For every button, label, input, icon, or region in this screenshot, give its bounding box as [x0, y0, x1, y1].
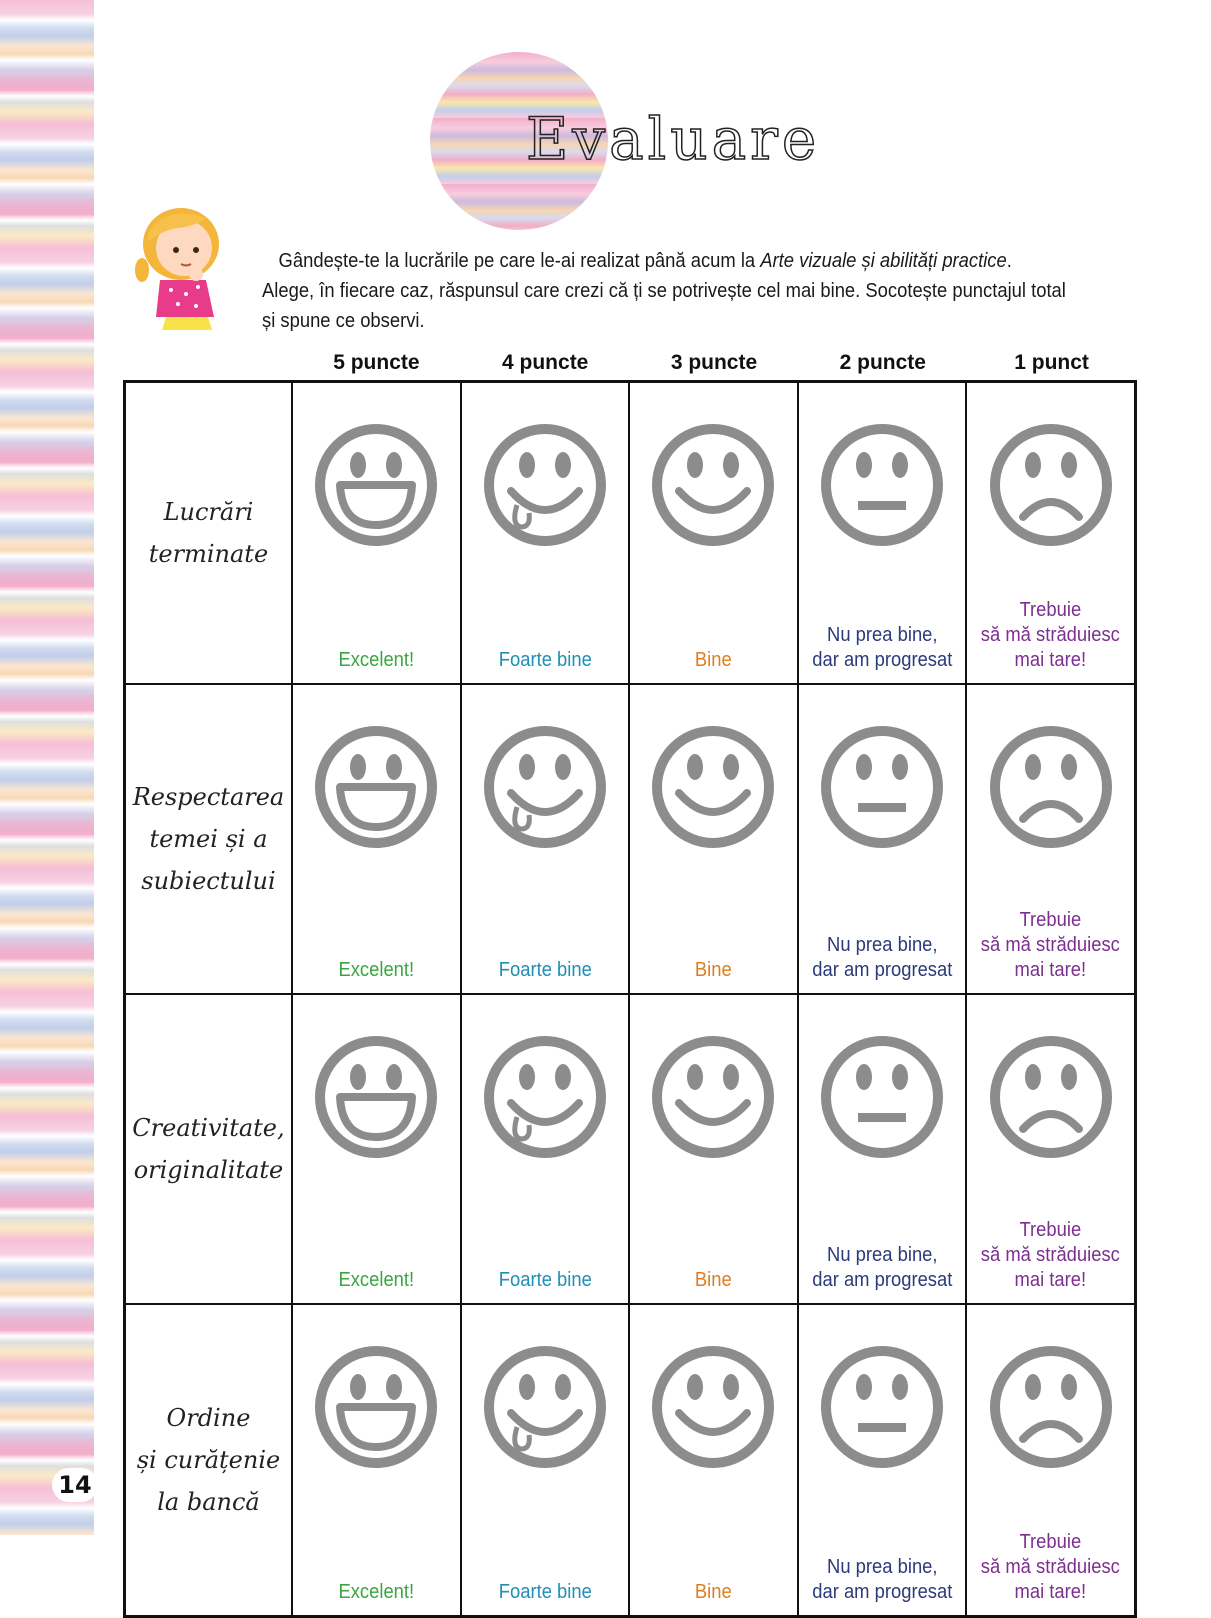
column-header-1-point: 1 punct	[1014, 351, 1089, 374]
rating-caption-line: mai tare!	[1014, 649, 1087, 671]
rating-caption-line: să mă străduiesc	[981, 624, 1121, 646]
sad-face-icon[interactable]	[987, 421, 1115, 549]
instructions-paragraph	[262, 246, 1072, 336]
rating-caption-line: Nu prea bine,	[826, 1244, 938, 1266]
rating-cell[interactable]	[798, 684, 967, 994]
row-label-line: Ordine	[166, 1404, 251, 1432]
row-label-cell	[125, 684, 292, 994]
rating-caption-line: mai tare!	[1014, 1269, 1087, 1291]
row-label-line: la bancă	[157, 1488, 260, 1516]
rating-caption-line: Bine	[695, 1269, 732, 1291]
table-row	[125, 382, 1136, 685]
rating-caption-line: Foarte bine	[498, 1269, 592, 1291]
rating-cell[interactable]	[629, 994, 798, 1304]
rating-cell[interactable]	[798, 994, 967, 1304]
rating-cell[interactable]	[629, 684, 798, 994]
rating-caption	[805, 1555, 958, 1605]
rating-caption-line: Nu prea bine,	[826, 624, 938, 646]
rating-caption	[637, 1580, 790, 1605]
laughing-face-icon[interactable]	[312, 723, 440, 851]
column-header-4-points: 4 puncte	[502, 351, 589, 374]
rating-caption	[974, 908, 1127, 983]
rating-caption-line: Trebuie	[1019, 909, 1082, 931]
instructions-subject: Arte vizuale și abilități practice	[760, 250, 1007, 272]
column-header-3-points: 3 puncte	[670, 351, 758, 374]
tongue-out-face-icon[interactable]	[481, 723, 609, 851]
smiling-face-icon[interactable]	[649, 723, 777, 851]
rating-cell[interactable]	[292, 994, 461, 1304]
rating-caption-line: Foarte bine	[498, 649, 592, 671]
rating-cell[interactable]	[966, 684, 1135, 994]
tongue-out-face-icon[interactable]	[481, 1343, 609, 1471]
rating-caption	[805, 1243, 958, 1293]
neutral-face-icon[interactable]	[818, 1343, 946, 1471]
neutral-face-icon[interactable]	[818, 1033, 946, 1161]
rating-caption-line: dar am progresat	[811, 1581, 953, 1603]
instructions-line1-start: Gândește-te la lucrările pe care le-ai realizat până acum la	[278, 250, 761, 272]
rating-cell[interactable]	[966, 382, 1135, 685]
instructions-line2: Alege, în fiecare caz, răspunsul care crezi că ți se potrivește cel mai bine. Socotește punctajul total	[262, 280, 1066, 302]
rating-caption-line: să mă străduiesc	[981, 1244, 1121, 1266]
decorative-side-strip	[0, 0, 94, 1535]
row-label-line: originalitate	[133, 1156, 284, 1184]
row-label-line: subiectului	[141, 867, 276, 895]
neutral-face-icon[interactable]	[818, 723, 946, 851]
rating-caption	[468, 1580, 621, 1605]
rating-caption-line: mai tare!	[1014, 1581, 1087, 1603]
rating-cell[interactable]	[966, 1304, 1135, 1617]
rating-caption-line: Foarte bine	[498, 959, 592, 981]
laughing-face-icon[interactable]	[312, 421, 440, 549]
instructions-line3: și spune ce observi.	[262, 310, 425, 332]
rating-caption	[300, 1580, 453, 1605]
rating-caption	[468, 1268, 621, 1293]
column-header-2-points: 2 puncte	[839, 351, 926, 374]
rating-caption	[300, 958, 453, 983]
table-row	[125, 1304, 1136, 1617]
rating-caption	[637, 648, 790, 673]
rating-caption-line: Foarte bine	[498, 1581, 592, 1603]
rating-caption-line: Excelent!	[338, 1581, 415, 1603]
rating-caption	[974, 598, 1127, 673]
rating-caption-line: Bine	[695, 1581, 732, 1603]
smiling-face-icon[interactable]	[649, 1033, 777, 1161]
instructions-line1-end: .	[1006, 250, 1012, 272]
sad-face-icon[interactable]	[987, 723, 1115, 851]
rating-cell[interactable]	[461, 994, 630, 1304]
rating-caption-line: Excelent!	[338, 649, 415, 671]
rating-cell[interactable]	[292, 1304, 461, 1617]
rating-cell[interactable]	[292, 684, 461, 994]
rating-cell[interactable]	[798, 382, 967, 685]
rating-caption	[805, 623, 958, 673]
rating-caption	[637, 1268, 790, 1293]
row-label-line: temei și a	[149, 825, 268, 853]
row-label-line: Creativitate,	[132, 1114, 285, 1142]
rating-cell[interactable]	[798, 1304, 967, 1617]
rating-caption-line: Bine	[695, 649, 732, 671]
neutral-face-icon[interactable]	[818, 421, 946, 549]
rating-cell[interactable]	[292, 382, 461, 685]
page-title: Evaluare	[526, 105, 821, 173]
column-header-5-points: 5 puncte	[333, 351, 420, 374]
rating-caption	[300, 1268, 453, 1293]
rating-cell[interactable]	[629, 382, 798, 685]
rating-caption	[468, 958, 621, 983]
rating-caption	[300, 648, 453, 673]
smiling-face-icon[interactable]	[649, 421, 777, 549]
rating-caption	[974, 1530, 1127, 1605]
tongue-out-face-icon[interactable]	[481, 1033, 609, 1161]
rating-cell[interactable]	[966, 994, 1135, 1304]
laughing-face-icon[interactable]	[312, 1343, 440, 1471]
rating-caption-line: dar am progresat	[811, 1269, 953, 1291]
table-row	[125, 994, 1136, 1304]
row-label-line: Respectarea	[132, 783, 285, 811]
rating-caption-line: Trebuie	[1019, 1531, 1082, 1553]
row-label-cell	[125, 382, 292, 685]
rating-caption-line: Nu prea bine,	[826, 1556, 938, 1578]
table-row	[125, 684, 1136, 994]
rating-caption-line: mai tare!	[1014, 959, 1087, 981]
row-label-line: Lucrări	[163, 498, 254, 526]
rating-cell[interactable]	[461, 382, 630, 685]
rating-caption-line: dar am progresat	[811, 959, 953, 981]
rating-caption	[974, 1218, 1127, 1293]
rating-cell[interactable]	[461, 1304, 630, 1617]
rating-cell[interactable]	[629, 1304, 798, 1617]
sad-face-icon[interactable]	[987, 1033, 1115, 1161]
row-label-cell	[125, 994, 292, 1304]
column-headers	[292, 348, 1136, 378]
row-label-cell	[125, 1304, 292, 1617]
page-number: 14	[52, 1468, 98, 1502]
row-label-line: și curățenie	[136, 1446, 281, 1474]
rating-caption-line: Trebuie	[1019, 599, 1082, 621]
smiling-face-icon[interactable]	[649, 1343, 777, 1471]
rating-caption	[805, 933, 958, 983]
evaluation-table	[123, 380, 1137, 1618]
tongue-out-face-icon[interactable]	[481, 421, 609, 549]
rating-caption-line: Nu prea bine,	[826, 934, 938, 956]
rating-cell[interactable]	[461, 684, 630, 994]
row-label-line: terminate	[148, 540, 269, 568]
rating-caption-line: Excelent!	[338, 959, 415, 981]
rating-caption	[637, 958, 790, 983]
rating-caption-line: să mă străduiesc	[981, 934, 1121, 956]
rating-caption-line: Trebuie	[1019, 1219, 1082, 1241]
rating-caption-line: să mă străduiesc	[981, 1556, 1121, 1578]
rating-caption-line: Bine	[695, 959, 732, 981]
laughing-face-icon[interactable]	[312, 1033, 440, 1161]
thinking-girl-illustration	[126, 182, 226, 332]
sad-face-icon[interactable]	[987, 1343, 1115, 1471]
rating-caption-line: dar am progresat	[811, 649, 953, 671]
rating-caption	[468, 648, 621, 673]
rating-caption-line: Excelent!	[338, 1269, 415, 1291]
